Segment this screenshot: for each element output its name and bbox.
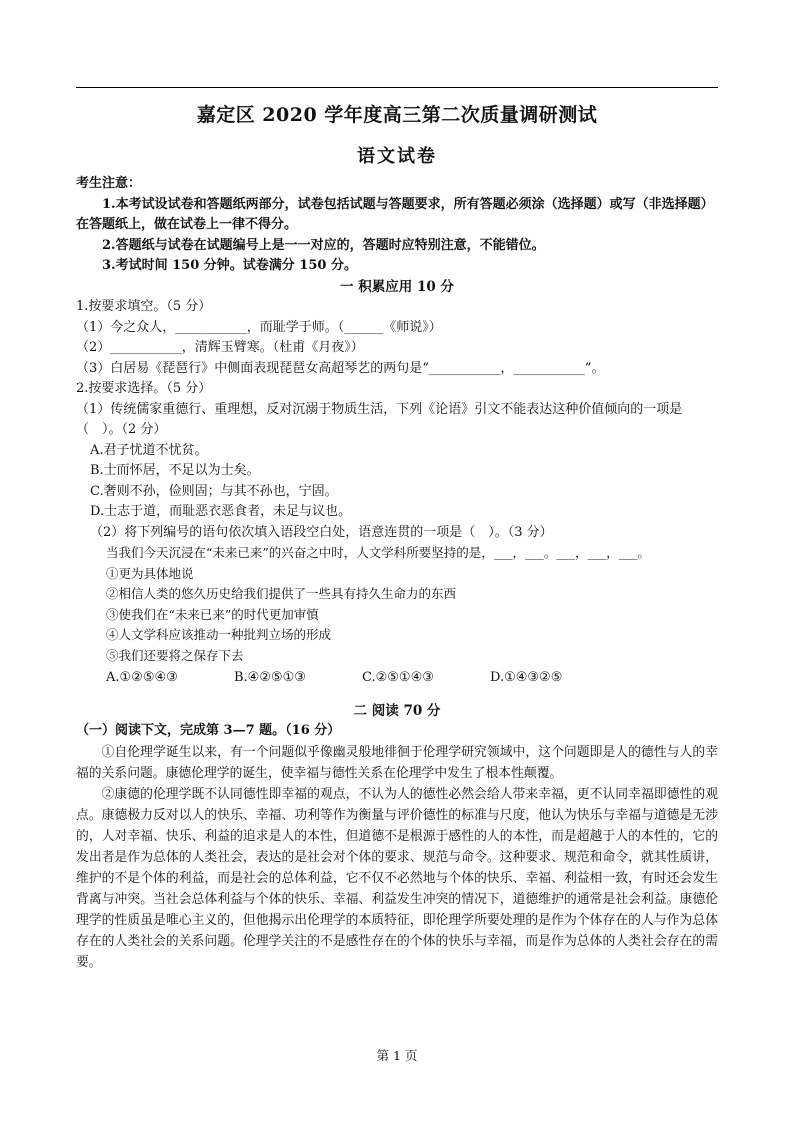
notice-heading: 考生注意：	[76, 176, 142, 191]
q2-sub2-choices	[76, 668, 718, 689]
q2-stem: 2.按要求选择。（5 分）	[76, 381, 212, 396]
q2-sub2-item-2: ②相信人类的悠久历史给我们提供了一些具有持久生命力的东西	[106, 586, 457, 601]
q2-sub2-choice-d: D.①④③②⑤	[490, 670, 563, 685]
q2-sub2-item-5: ⑤我们还要将之保存下去	[106, 647, 244, 663]
q2-sub2-choice-c: C.②⑤①④③	[362, 670, 434, 685]
exam-subtitle: 语文试卷	[357, 146, 437, 167]
exam-title: 嘉定区 2020 学年度高三第二次质量调研测试	[196, 104, 598, 126]
section-spacer	[76, 689, 718, 701]
q1-blank-3: （3）白居易《琵琶行》中侧面表现琵琶女高超琴艺的两句是“___________，___________”。	[76, 360, 605, 376]
q1-blank-1: （1）今之众人，___________，而耻学于师。（______《师说》）	[76, 319, 442, 335]
q2-sub1-stem: （1）传统儒家重德行、重理想，反对沉溺于物质生活，下列《论语》引文不能表达这种价值倾向的一项是（ ）。（2 分）	[76, 401, 683, 437]
q2-sub2-item-3: ③使我们在“未来已来”的时代更加审慎	[106, 606, 319, 622]
q1-blank-2: （2）___________，清辉玉臂寒。（杜甫《月夜》）	[76, 340, 364, 355]
section-1-heading: 一 积累应用 10 分	[340, 278, 454, 295]
q1-stem: 1.按要求填空。（5 分）	[76, 299, 212, 314]
notice-item-3: 3.考试时间 150 分钟。试卷满分 150 分。	[102, 258, 357, 273]
q2-sub1-option-b: B.士而怀居，不足以为士矣。	[90, 463, 260, 478]
q2-sub1-option-a: A.君子忧道不忧贫。	[90, 442, 208, 458]
reading-paragraph-2: ②康德的伦理学既不认同德性即幸福的观点，不认为人的德性必然会给人带来幸福，更不认同幸福即德性的观点。康德极力反对以人的快乐、幸福、功利等作为衡量与评价德性的标准与尺度，他认为快乐与幸福与道德是无涉的，人对幸福、快乐、利益的追求是人的本性，但道德不是根源于感性的人的本性，而是超越于人的本性的，它的发出者是作为总体的人类社会，表达的是社会对个体的要求、规范与命令。这种要求、规范和命令，就其性质讲，维护的不是个体的利益，而是社会的总体利益，它不仅不必然地与个体的快乐、幸福、利益相一致，有时还会发生背离与冲突。当社会总体利益与个体的快乐、幸福、利益发生冲突的情况下，道德维护的通常是社会利益。康德伦理学的性质虽是唯心主义的，但他揭示出伦理学的本质特征，即伦理学所要处理的是作为个体存在的人与作为总体存在的人类社会的关系问题。伦理学关注的不是感性存在的个体的快乐与幸福，而是作为总体的人类社会存在的需要。	[76, 786, 718, 970]
notice-item-1: 1.本考试设试卷和答题纸两部分，试卷包括试题与答题要求，所有答题必须涂（选择题）或写（非选择题）在答题纸上，做在试卷上一律不得分。	[76, 196, 714, 232]
exam-content	[76, 174, 718, 973]
q2-sub2-passage: 当我们今天沉浸在“未来已来”的兴奋之中时，人文学科所要坚持的是，___，___。___，___，___。	[106, 545, 651, 560]
q2-sub2-item-4: ④人文学科应该推动一种批判立场的形成	[106, 627, 332, 642]
q2-sub1-option-d: D.士志于道，而耻恶衣恶食者，未足与议也。	[90, 504, 352, 519]
reading-paragraph-1: ①自伦理学诞生以来，有一个问题似乎像幽灵般地徘徊于伦理学研究领域中，这个问题即是人的德性与人的幸福的关系问题。康德伦理学的诞生，使幸福与德性关系在伦理学中发生了根本性颠覆。	[76, 744, 718, 781]
q2-sub2-choice-a: A.①②⑤④③	[106, 670, 178, 685]
reading-part-1-heading: （一）阅读下文，完成第 3—7 题。（16 分）	[76, 723, 341, 738]
header-rule	[76, 87, 718, 88]
q2-sub2-item-1: ①更为具体地说	[106, 565, 194, 581]
q2-sub2-choice-b: B.④②⑤①③	[234, 670, 306, 685]
notice-item-2: 2.答题纸与试卷在试题编号上是一一对应的，答题时应特别注意，不能错位。	[102, 237, 545, 253]
section-2-heading: 二 阅读 70 分	[353, 702, 441, 719]
page-number: 第 1 页	[376, 1048, 418, 1063]
q2-sub2-stem: （2）将下列编号的语句依次填入语段空白处，语意连贯的一项是（ ）。（3 分）	[90, 524, 553, 540]
q2-sub1-option-c: C.奢则不孙，俭则固；与其不孙也，宁固。	[90, 483, 338, 499]
